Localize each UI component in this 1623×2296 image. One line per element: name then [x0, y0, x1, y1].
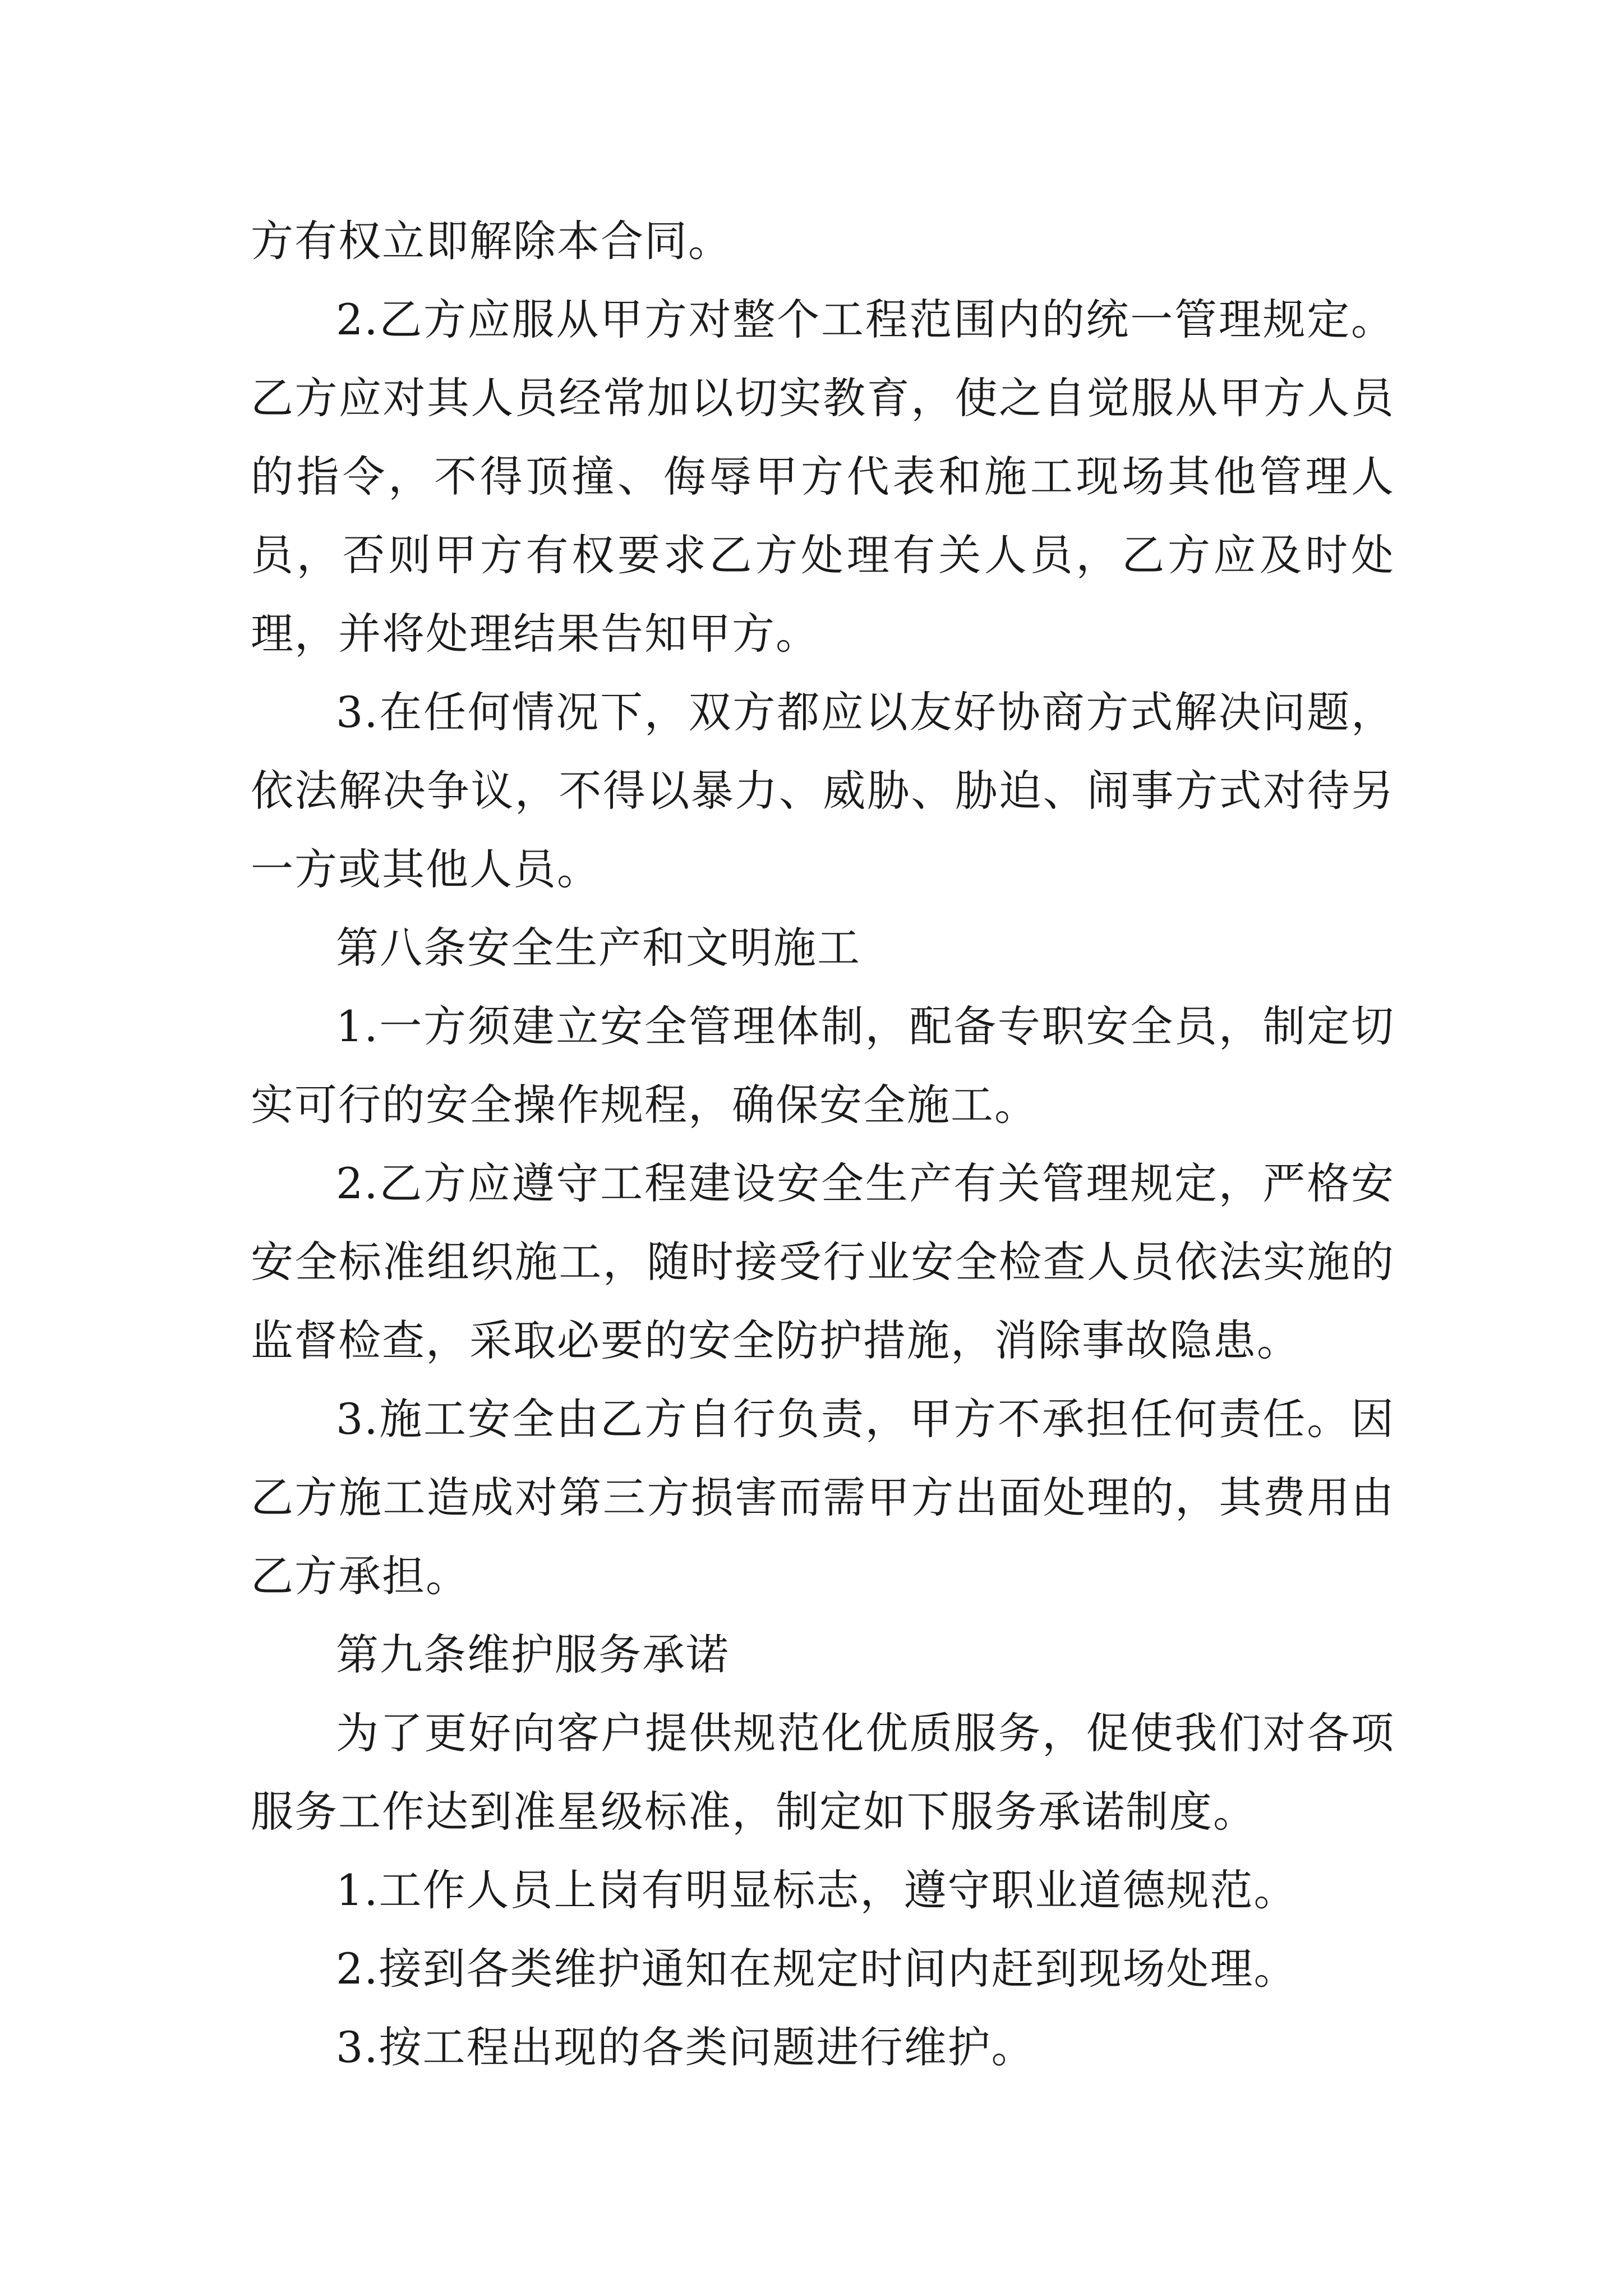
document-body [251, 202, 1395, 2087]
paragraph-article-9-intro: 为了更好向客户提供规范化优质服务，促使我们对各项服务工作达到准星级标准，制定如下服务承诺制度。 [251, 1708, 1395, 1837]
paragraph-article-8-item-2: 2.乙方应遵守工程建设安全生产有关管理规定，严格安安全标准组织施工，随时接受行业安全检查人员依法实施的监督检查，采取必要的安全防护措施，消除事故隐患。 [251, 1158, 1395, 1365]
section-heading-article-8: 第八条安全生产和文明施工 [336, 923, 861, 973]
paragraph-clause-7-item-2: 2.乙方应服从甲方对整个工程范围内的统一管理规定。乙方应对其人员经常加以切实教育，使之自觉服从甲方人员的指令，不得顶撞、侮辱甲方代表和施工现场其他管理人员，否则甲方有权要求乙方处理有关人员，乙方应及时处理，并将处理结果告知甲方。 [251, 295, 1395, 659]
paragraph-article-9-item-3: 3.按工程出现的各类问题进行维护。 [336, 2022, 1035, 2072]
paragraph-article-8-item-3: 3.施工安全由乙方自行负责，甲方不承担任何责任。因乙方施工造成对第三方损害而需甲方出面处理的，其费用由乙方承担。 [251, 1394, 1395, 1601]
section-heading-article-9: 第九条维护服务承诺 [336, 1630, 730, 1680]
paragraph-article-9-item-1: 1.工作人员上岗有明显标志，遵守职业道德规范。 [336, 1865, 1298, 1915]
paragraph-continuation: 方有权立即解除本合同。 [251, 216, 732, 266]
paragraph-clause-7-item-3: 3.在任何情况下，双方都应以友好协商方式解决问题，依法解决争议，不得以暴力、威胁、胁迫、闹事方式对待另一方或其他人员。 [251, 687, 1395, 894]
paragraph-article-9-item-2: 2.接到各类维护通知在规定时间内赶到现场处理。 [336, 1944, 1298, 1994]
paragraph-article-8-item-1: 1.一方须建立安全管理体制，配备专职安全员，制定切实可行的安全操作规程，确保安全施工。 [251, 1001, 1395, 1130]
